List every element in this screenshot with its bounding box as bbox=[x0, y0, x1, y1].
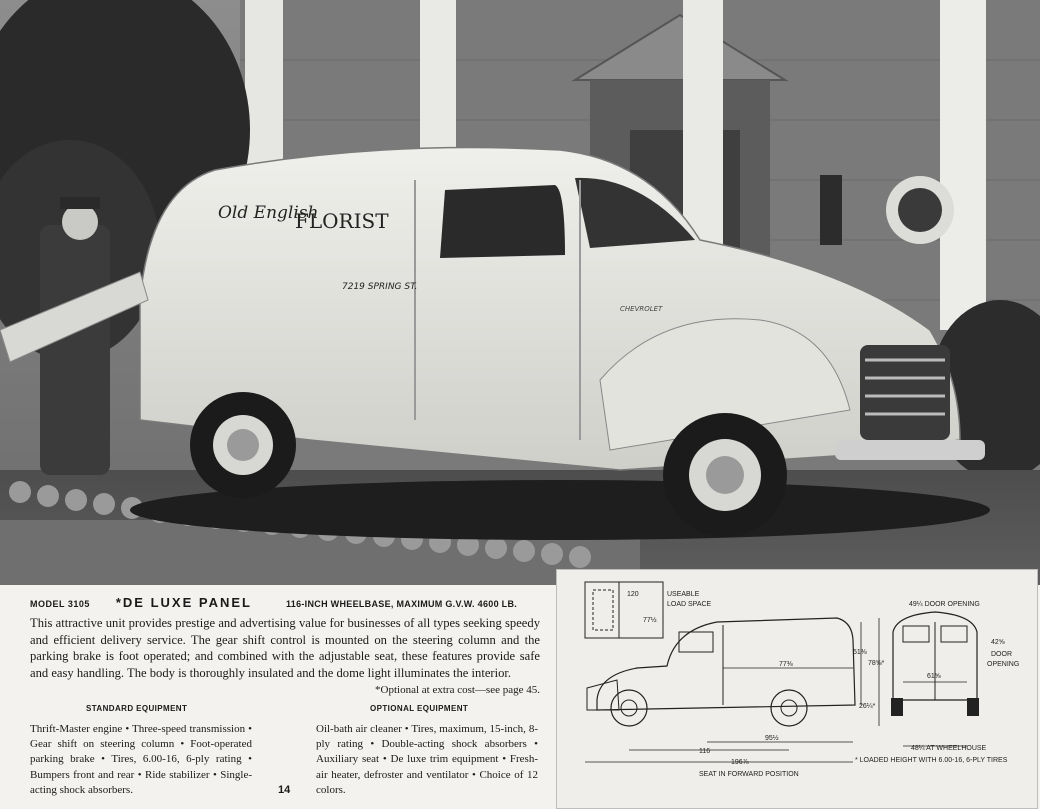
optional-equipment-text: Oil-bath air cleaner • Tires, maximum, 15-inch, 8-ply rating • Double-acting shock absorbers • Auxiliary seat • De luxe trim equipment • Fresh-air heater, defroster and ventilator • Choice of 12 colors. bbox=[316, 723, 538, 796]
model-header bbox=[30, 595, 550, 610]
sign-line-1: Old English bbox=[218, 203, 319, 223]
dim-top-width: 120 bbox=[627, 591, 639, 598]
sign-address: 7219 SPRING ST. bbox=[342, 282, 418, 292]
dim-floor-height: 26¼* bbox=[859, 703, 876, 710]
loaded-height-note: * LOADED HEIGHT WITH 6.00-16, 6-PLY TIRES bbox=[855, 757, 1008, 764]
model-title: *DE LUXE PANEL bbox=[115, 595, 252, 610]
seat-note: SEAT IN FORWARD POSITION bbox=[699, 771, 799, 778]
dim-body-length: 77⅜ bbox=[779, 661, 793, 668]
optional-equipment-heading: OPTIONAL EQUIPMENT bbox=[370, 704, 469, 713]
dim-front-overhang: 95½ bbox=[765, 735, 779, 742]
standard-equipment-text: Thrift-Master engine • Three-speed transmission • Gear shift on steering column • Foot-operated parking brake • Tires, 6.00-16, 6-ply rating • Bumpers front and rear • Ride stabilizer • Single-acting shock absorbers. bbox=[30, 723, 252, 796]
inner-width: 61⅝ bbox=[927, 673, 941, 680]
optional-note: *Optional at extra cost—see page 45. bbox=[375, 684, 540, 697]
page-number: 14 bbox=[278, 784, 291, 796]
description bbox=[30, 615, 540, 699]
dim-height-inner: 51⅜ bbox=[853, 649, 867, 656]
door-opening-width: 49¼ DOOR OPENING bbox=[909, 601, 980, 608]
dim-top-length: 77½ bbox=[643, 617, 657, 624]
dimension-diagram bbox=[556, 569, 1038, 809]
description-text: This attractive unit provides prestige and advertising value for businesses of all types seeking speedy and efficient delivery service. The gear shift control is mounted on the steering column and the parking brake is foot operated; and combined with the adjustable seat, these features provide safe and easy handling. The body is thoroughly insulated and the dome light illuminates the interior. bbox=[30, 616, 540, 680]
dim-wheelbase: 116 bbox=[699, 748, 711, 755]
door-label-1: DOOR bbox=[991, 651, 1012, 658]
useable-label-1: USEABLE bbox=[667, 591, 700, 598]
model-specs: 116-INCH WHEELBASE, MAXIMUM G.V.W. 4600 LB. bbox=[285, 599, 518, 609]
dim-overall-length: 196⅞ bbox=[731, 759, 749, 766]
vehicle-badge: CHEVROLET bbox=[620, 305, 663, 313]
standard-equipment-heading: STANDARD EQUIPMENT bbox=[86, 704, 188, 713]
model-number: MODEL 3105 bbox=[30, 599, 90, 609]
dim-height-total: 78⅝* bbox=[868, 660, 885, 667]
door-label-2: OPENING bbox=[987, 661, 1020, 668]
wheelhouse-width: 48¼ AT WHEELHOUSE bbox=[911, 745, 987, 752]
door-height: 42⅝ bbox=[991, 639, 1005, 646]
text-section bbox=[0, 585, 556, 809]
useable-label-2: LOAD SPACE bbox=[667, 601, 712, 608]
sign-line-2: FLORIST bbox=[295, 209, 389, 233]
